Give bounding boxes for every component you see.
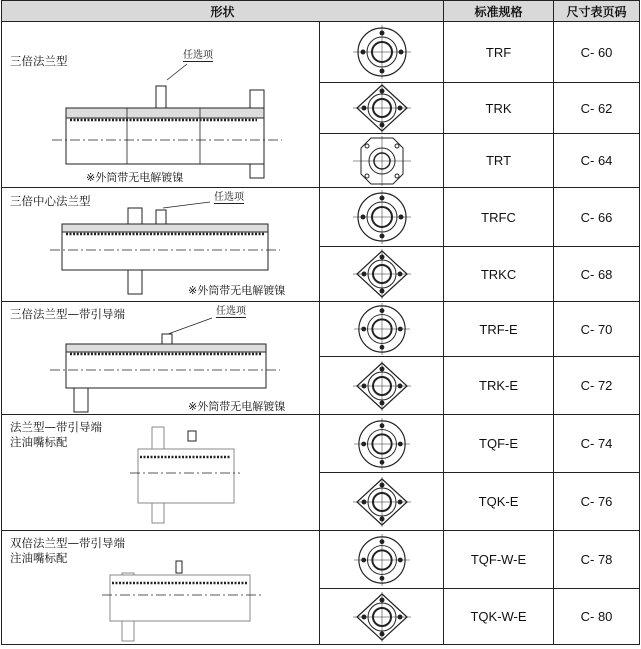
group-title: 法兰型—带引导端 注油嘴标配 — [10, 420, 102, 449]
shape-cell-tqf-e — [2, 415, 320, 531]
table-row — [2, 531, 640, 589]
icon-cell — [320, 531, 444, 589]
page-ref: C- 74 — [554, 415, 640, 473]
header-row — [2, 1, 640, 22]
option-label: 任选项 — [214, 192, 244, 203]
round-flange-icon — [353, 190, 411, 244]
square-flange-icon — [353, 83, 411, 133]
table-row — [2, 188, 640, 247]
group-title: 双倍法兰型—带引导端 注油嘴标配 — [10, 536, 125, 565]
round-flange-icon — [353, 303, 411, 355]
spec-code: TRFC — [444, 188, 554, 247]
page-ref: C- 64 — [554, 134, 640, 188]
round-flange-icon — [353, 25, 411, 79]
spec-code: TRF-E — [444, 302, 554, 357]
option-label: 任选项 — [216, 306, 246, 317]
spec-code: TQK-W-E — [444, 589, 554, 645]
bearing-drawing — [50, 316, 280, 414]
bearing-drawing — [102, 553, 262, 643]
bearing-drawing — [52, 60, 282, 180]
table-row — [2, 302, 640, 357]
square-flange-icon — [353, 249, 411, 299]
icon-cell — [320, 83, 444, 134]
two-side-cut-flange-icon — [353, 136, 411, 186]
page-ref: C- 62 — [554, 83, 640, 134]
icon-cell — [320, 247, 444, 302]
page-ref: C- 80 — [554, 589, 640, 645]
bearing-drawing — [50, 200, 280, 296]
icon-cell — [320, 302, 444, 357]
spec-code: TRK-E — [444, 357, 554, 415]
table-row — [2, 415, 640, 473]
page-ref: C- 78 — [554, 531, 640, 589]
page-ref: C- 72 — [554, 357, 640, 415]
round-flange-icon — [353, 534, 411, 586]
group-title: 三倍法兰型—带引导端 — [10, 307, 125, 321]
header-spec: 标准规格 — [444, 1, 554, 22]
group-title: 三倍中心法兰型 — [10, 194, 91, 208]
square-flange-icon — [353, 477, 411, 527]
spec-table — [1, 0, 640, 645]
page-ref: C- 60 — [554, 22, 640, 83]
shape-cell-trfc — [2, 188, 320, 302]
group-title: 三倍法兰型 — [10, 54, 68, 68]
shape-cell-trf — [2, 22, 320, 188]
spec-code: TRT — [444, 134, 554, 188]
page-ref: C- 76 — [554, 473, 640, 531]
header-shape: 形状 — [2, 1, 444, 22]
bearing-drawing — [130, 423, 240, 529]
icon-cell — [320, 134, 444, 188]
spec-code: TRF — [444, 22, 554, 83]
page-ref: C- 66 — [554, 188, 640, 247]
shape-cell-tqf-w-e — [2, 531, 320, 645]
spec-code: TQF-W-E — [444, 531, 554, 589]
spec-code: TRKC — [444, 247, 554, 302]
icon-cell — [320, 589, 444, 645]
shape-cell-trf-e — [2, 302, 320, 415]
spec-code: TQF-E — [444, 415, 554, 473]
table-row — [2, 22, 640, 83]
header-page: 尺寸表页码 — [554, 1, 640, 22]
icon-cell — [320, 415, 444, 473]
spec-code: TRK — [444, 83, 554, 134]
plating-note: ※外筒带无电解镀镍 — [188, 400, 286, 413]
spec-code: TQK-E — [444, 473, 554, 531]
option-label: 任选项 — [183, 50, 213, 61]
plating-note: ※外筒带无电解镀镍 — [86, 171, 184, 184]
icon-cell — [320, 473, 444, 531]
page-ref: C- 70 — [554, 302, 640, 357]
icon-cell — [320, 357, 444, 415]
icon-cell — [320, 188, 444, 247]
square-flange-icon — [353, 361, 411, 411]
plating-note: ※外筒带无电解镀镍 — [188, 284, 286, 297]
square-flange-icon — [353, 592, 411, 642]
icon-cell — [320, 22, 444, 83]
round-flange-icon — [353, 418, 411, 470]
page-ref: C- 68 — [554, 247, 640, 302]
